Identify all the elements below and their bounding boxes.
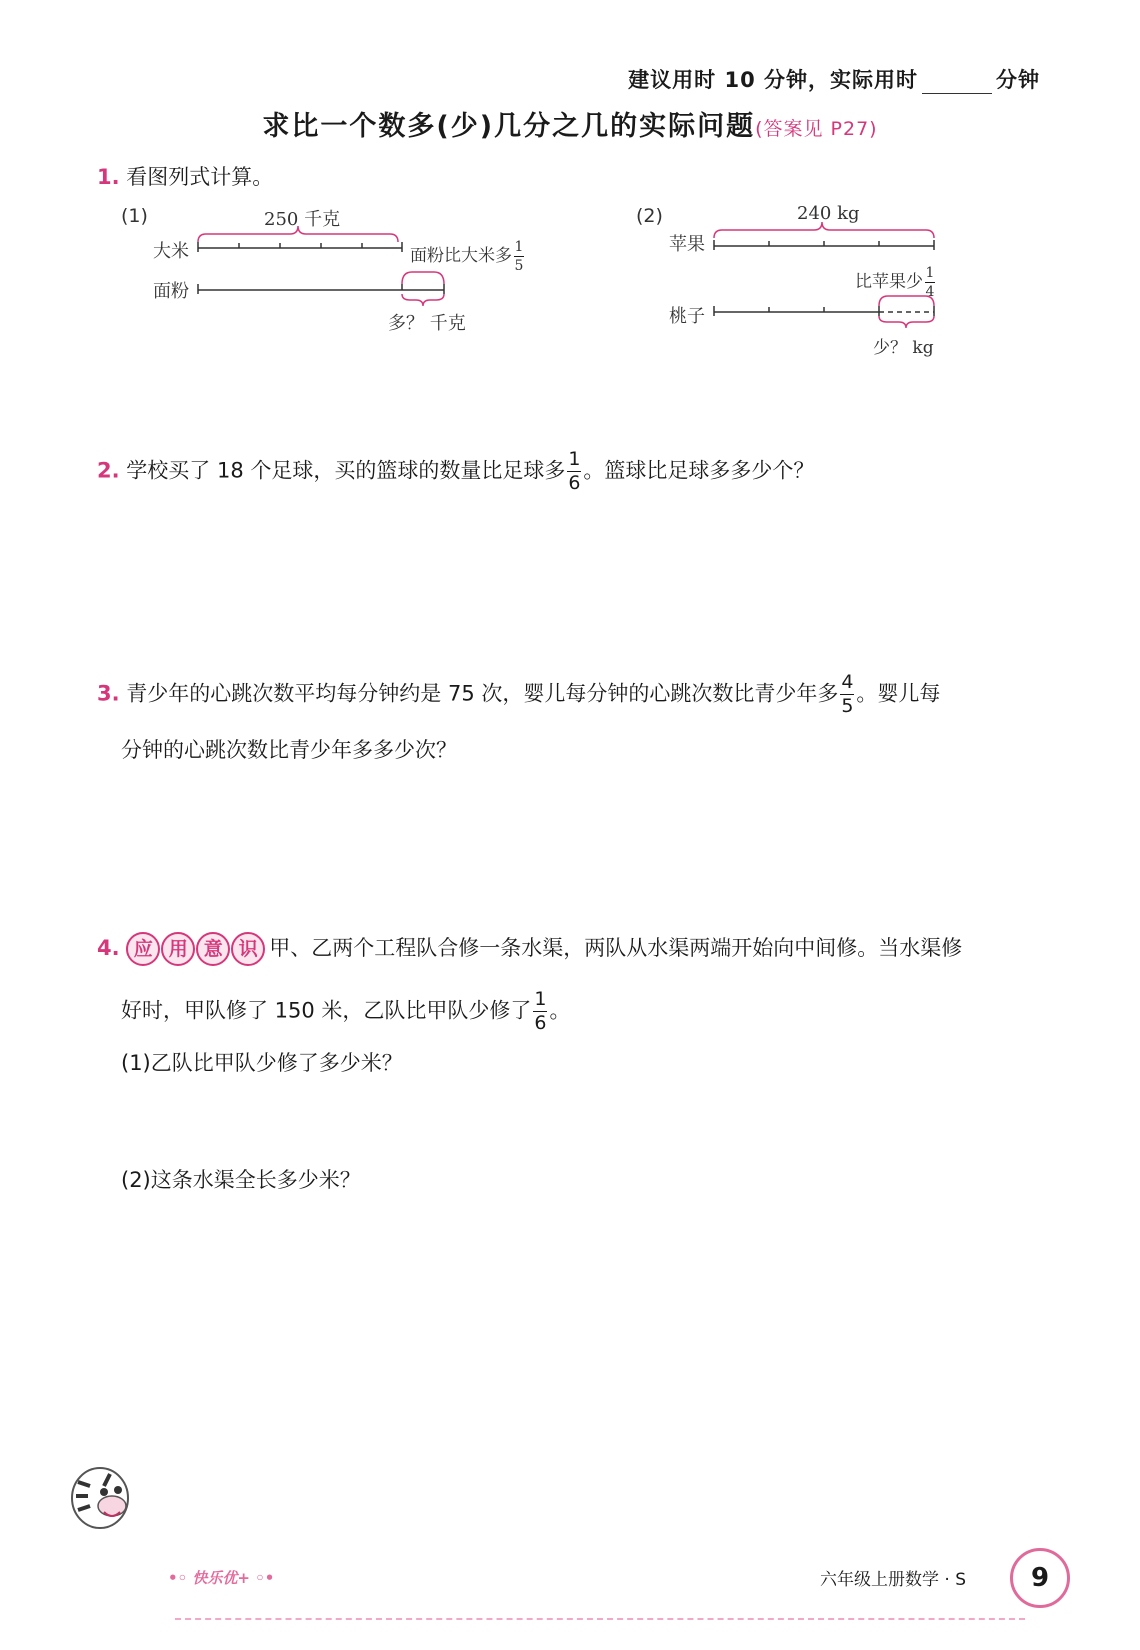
fraction-denominator: 4	[925, 284, 935, 300]
time-blank[interactable]	[922, 73, 992, 94]
badge-char: 意	[196, 932, 230, 966]
page-title	[0, 104, 1140, 143]
brand-logo: •◦ 快乐优+ ◦•	[168, 1569, 275, 1587]
book-title: 六年级上册数学 · S	[820, 1570, 967, 1590]
row-apple-label: 苹果	[669, 234, 705, 255]
question-text-b: 。婴儿每	[856, 681, 941, 706]
part-1-label: (1)	[121, 205, 148, 227]
question-4-sub-2: (2)这条水渠全长多少米？	[121, 1168, 361, 1192]
fraction	[840, 673, 854, 716]
fraction	[925, 266, 935, 299]
fraction	[514, 240, 524, 273]
part-2-top-value: 240 kg	[797, 203, 860, 224]
question-1	[97, 162, 273, 192]
fraction-numerator: 1	[925, 265, 935, 281]
footer-divider	[175, 1618, 1025, 1620]
fraction-denominator: 6	[534, 1012, 547, 1034]
row-flour-label: 面粉	[153, 281, 189, 302]
badge-char: 应	[126, 932, 160, 966]
part-2-label: (2)	[636, 205, 663, 227]
zebra-mascot-icon	[60, 1452, 140, 1534]
part-2-relation	[855, 266, 937, 299]
row-rice-label: 大米	[153, 241, 189, 262]
fraction-denominator: 6	[568, 472, 581, 494]
line-text-b: 。	[549, 998, 571, 1023]
fraction	[533, 990, 547, 1033]
time-suffix: 分钟	[996, 68, 1040, 92]
part-1-relation	[410, 240, 526, 273]
question-text-b: 。篮球比足球多多少个？	[583, 458, 815, 483]
part-2-question: 少？ kg	[873, 338, 934, 358]
badge-char: 识	[231, 932, 265, 966]
question-4-sub-1: (1)乙队比甲队少修了多少米？	[121, 1051, 403, 1075]
part-1-question: 多？ 千克	[388, 313, 466, 334]
question-3	[97, 673, 1057, 716]
question-text-a: 甲、乙两个工程队合修一条水渠，两队从水渠两端开始向中间修。当水渠修	[269, 936, 963, 960]
fraction-bar	[514, 256, 524, 257]
question-number: 1.	[97, 165, 120, 189]
line-text-a: 好时，甲队修了 150 米，乙队比甲队少修了	[121, 998, 532, 1023]
question-text: 看图列式计算。	[126, 165, 274, 189]
question-text-a: 学校买了 18 个足球，买的篮球的数量比足球多	[126, 458, 566, 483]
fraction-denominator: 5	[514, 258, 524, 274]
question-3-line-2: 分钟的心跳次数比青少年多多少次？	[121, 738, 457, 762]
fraction	[567, 450, 581, 493]
question-text-a: 青少年的心跳次数平均每分钟约是 75 次，婴儿每分钟的心跳次数比青少年多	[126, 681, 839, 706]
time-prefix: 建议用时 10 分钟，实际用时	[628, 68, 918, 92]
application-badge	[126, 932, 265, 966]
question-number: 2.	[97, 458, 120, 483]
fraction-bar	[925, 282, 935, 283]
fraction-numerator: 1	[514, 239, 524, 255]
part-1-top-value: 250 千克	[264, 209, 341, 230]
title-main: 求比一个数多(少)几分之几的实际问题	[262, 111, 756, 142]
fraction-numerator: 4	[841, 671, 854, 693]
question-2	[97, 450, 997, 493]
time-suggestion	[628, 64, 1040, 94]
fraction-numerator: 1	[568, 448, 581, 470]
question-number: 3.	[97, 681, 120, 706]
fraction-denominator: 5	[841, 695, 854, 717]
row-peach-label: 桃子	[669, 306, 705, 327]
answer-reference: (答案见 P27)	[755, 118, 878, 140]
question-number: 4.	[97, 936, 120, 960]
question-4	[97, 932, 1057, 966]
relation-text: 面粉比大米多	[410, 246, 512, 266]
page-number: 9	[1010, 1548, 1070, 1608]
question-4-line-2	[121, 990, 570, 1033]
fraction-numerator: 1	[534, 988, 547, 1010]
badge-char: 用	[161, 932, 195, 966]
relation-text: 比苹果少	[855, 272, 923, 292]
